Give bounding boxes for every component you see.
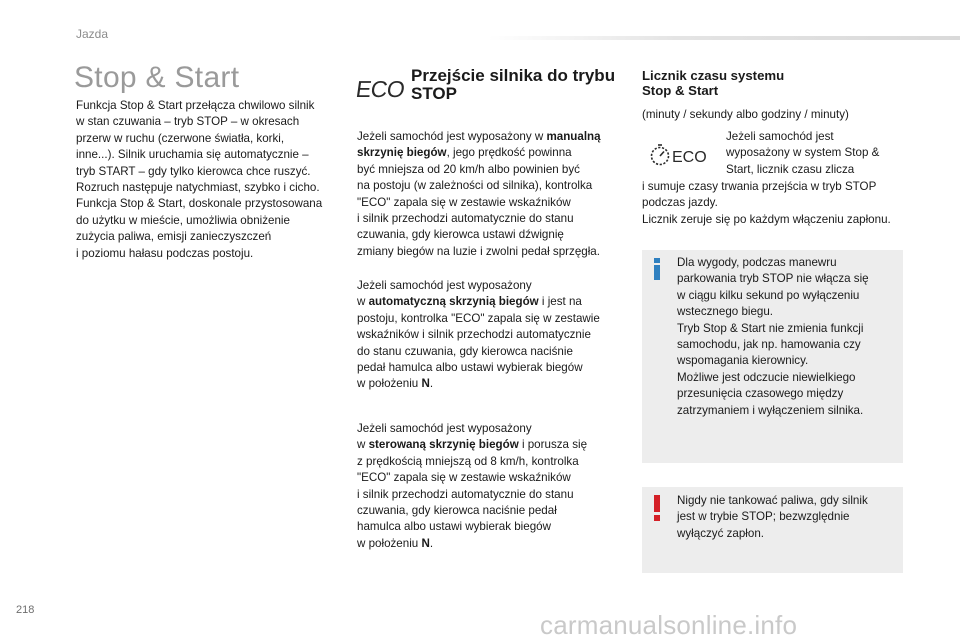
section-heading-stop-mode: Przejście silnika do trybu STOP (411, 66, 616, 103)
timer-icon-label: ECO (672, 149, 707, 166)
page-number: 218 (16, 604, 35, 616)
timer-eco-icon (649, 143, 715, 167)
header-rule (488, 36, 960, 40)
paragraph-electronic-gearbox: Jeżeli samochód jest wyposażony w sterowaną skrzynię biegów i porusza się z prędkością mniejszą od 8 km/h, kontrolka "ECO" zapala się w zestawie wskaźników i silnik przechodzi automatycznie do stanu czuwania, gdy kierowca naciśnie pedał hamulca albo ustawi wybierak biegów w położeniu N. (357, 422, 588, 550)
paragraph-automatic-gearbox: Jeżeli samochód jest wyposażony w automatyczną skrzynią biegów i jest na postoju, kontrolka "ECO" zapala się w zestawie wskaźników i silnik przechodzi automatycznie do stanu czuwania, gdy kierowca naciśnie pedał hamulca albo ustawi wybierak biegów w położeniu N. (357, 279, 600, 391)
info-note-box (642, 250, 903, 463)
section-heading-timer: Licznik czasu systemu Stop & Start (642, 68, 785, 98)
section-label: Jazda (76, 27, 109, 41)
info-icon (652, 258, 662, 280)
page-title: Stop & Start (74, 61, 240, 94)
timer-units-note: (minuty / sekundy albo godziny / minuty) (642, 108, 849, 121)
timer-description: i sumuje czasy trwania przejścia w tryb STOP podczas jazdy. Licznik zeruje się po każdym włączeniu zapłonu. (642, 180, 891, 226)
eco-icon: ECO (354, 76, 407, 102)
warning-note-text: Nigdy nie tankować paliwa, gdy silnik jest w trybie STOP; bezwzględnie wyłączyć zapłon. (677, 494, 868, 540)
paragraph-manual-gearbox: Jeżeli samochód jest wyposażony w manualną skrzynię biegów, jego prędkość powinna być mniejsza od 20 km/h albo powinien być na postoju (w zależności od silnika), kontrolka "ECO" zapala się w zestawie wskaźników i silnik przechodzi automatycznie do stanu czuwania, gdy kierowca ustawi dźwignię zmiany biegów na luzie i zwolni pedał sprzęgła. (357, 130, 601, 258)
warning-icon (652, 495, 662, 523)
info-note-text: Dla wygody, podczas manewru parkowania tryb STOP nie włącza się w ciągu kilku sekund po wyłączeniu wstecznego biegu. Tryb Stop & Start nie zmienia funkcji samochodu, jak np. hamowania czy wspomagania kierownicy. Możliwe jest odczucie niewielkiego przesunięcia czasowego między zatrzymaniem i wyłączeniem silnika. (677, 256, 869, 417)
timer-intro: Jeżeli samochód jest wyposażony w system Stop & Start, licznik czasu zlicza (726, 130, 880, 176)
watermark: carmanualsonline.info (540, 610, 798, 640)
warning-note-box (642, 487, 903, 573)
intro-paragraph: Funkcja Stop & Start przełącza chwilowo silnik w stan czuwania – tryb STOP – w okresach przerw w ruchu (czerwone światła, korki, inne...). Silnik uruchamia się automatycznie – tryb START – gdy tylko kierowca chce ruszyć. Rozruch następuje natychmiast, szybko i cicho. Funkcja Stop & Start, doskonale przystosowana do użytku w mieście, umożliwia obniżenie zużycia paliwa, emisji zanieczyszczeń i poziomu hałasu podczas postoju. (76, 99, 323, 260)
